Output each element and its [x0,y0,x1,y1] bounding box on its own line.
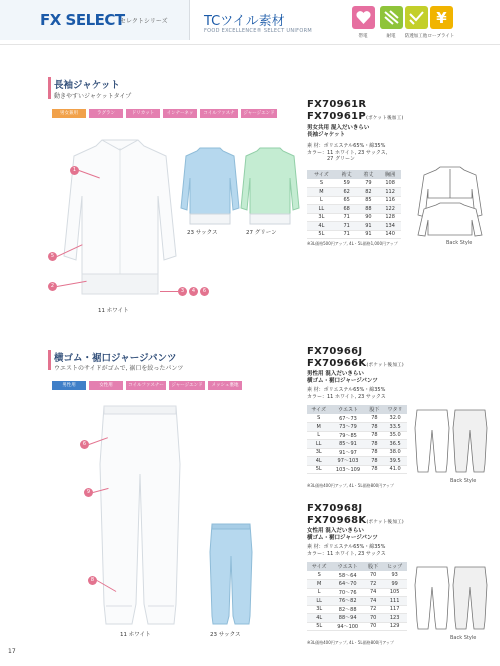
feature-label: 防透加工他 [404,34,428,39]
size-table-row [307,448,407,457]
product-code-note: (ポケット後加工) [366,520,404,525]
leader-line [160,291,178,292]
tag-mesh-lining: メッシュ裏地 [208,381,242,390]
durability-feature-icon [380,6,403,29]
size-table-cell: 79～85 [330,431,365,440]
size-table-cell: 88～94 [331,614,364,623]
size-table-cell: 32.0 [383,414,407,423]
jacket-white-photo [60,136,180,296]
feature-badge: 2 [48,282,57,291]
section-title: 横ゴム・裾口ジャージパンツ [54,353,177,364]
size-table-cell: 33.5 [383,423,407,432]
feature-label: 帯電 [358,34,368,39]
size-table-cell: 112 [379,188,401,197]
material-subtitle: FOOD EXCELLENCE® SELECT UNIFORM [204,28,312,34]
size-table-cell: 73～79 [330,423,365,432]
size-table-cell: L [307,196,336,205]
size-table-header: 股下 [366,405,384,414]
size-table-row [307,213,401,222]
size-table-cell: 85 [358,196,380,205]
size-table-cell: 117 [382,605,407,614]
brand-subtitle: セレクトシリーズ [120,18,168,25]
product-code-note: (ポケット後加工) [366,116,404,121]
size-table-cell: 5L [307,465,330,474]
section-accent-bar [48,77,51,99]
product-description: 男性用 混入だいきらい 横ゴム・裾口ジャージパンツ [307,371,378,384]
product-code: FX70966K(ポケット後加工) [307,358,404,369]
size-table-cell: 58～64 [331,571,364,580]
feature-badge: 6 [200,287,209,296]
product-material: 素 材：ポリエステル65%・綿35% カラー：11 ホワイト, 23 サックス [307,387,386,400]
product-code: FX70968K(ポケット後加工) [307,515,404,526]
tag-raglan: ラグラン [89,109,123,118]
tag-jersey-end: ジャージエンド [241,109,277,118]
size-table-row [307,414,407,423]
size-table-row [307,597,407,606]
size-table-cell: 78 [366,431,384,440]
product-code: FX70961P(ポケット後加工) [307,111,404,122]
size-table-cell: 70 [364,614,382,623]
size-table-cell: M [307,423,330,432]
jacket-sax-caption: 23 サックス [187,230,218,236]
treatment-feature-icon [405,6,428,29]
back-style-label: Back Style [450,478,477,484]
tag-dorry-cut: ドリカット [126,109,160,118]
size-table-cell: 72 [364,605,382,614]
size-table-header: ウエスト [330,405,365,414]
feature-badge: 4 [189,287,198,296]
size-table-cell: 99 [382,580,407,589]
pants-white-caption: 11 ホワイト [120,632,151,638]
size-table-cell: 128 [379,213,401,222]
size-table-note: ※3L価格500円アップ, 4L・5L価格1,000円アップ [307,241,398,246]
section-subtitle: ウエストのサイドがゴムで, 裾口を絞ったパンツ [54,365,184,372]
size-table-header: 股下 [364,562,382,571]
page-number: 17 [8,648,16,655]
size-table-cell: 71 [336,230,358,239]
size-table-cell: 70 [364,622,382,631]
size-table-header: サイズ [307,170,336,179]
size-table-cell: 71 [336,222,358,231]
size-table-cell: 68 [336,205,358,214]
header-divider [0,44,500,45]
size-table-row [307,230,401,239]
size-table-cell: 129 [382,622,407,631]
tag-coil-zipper: コイルファスナー [200,109,238,118]
tag-womens: 女性用 [89,381,123,390]
size-table-cell: 71 [336,213,358,222]
size-table-cell: 3L [307,448,330,457]
size-table-row [307,614,407,623]
size-table-cell: 111 [382,597,407,606]
size-table-header: サイズ [307,405,330,414]
size-table-cell: 78 [366,448,384,457]
tag-unisex: 男女兼用 [52,109,86,118]
size-table-header: ヒップ [382,562,407,571]
size-table-cell: 64～70 [331,580,364,589]
product-code: FX70968J [307,503,363,514]
size-table-cell: 67～73 [330,414,365,423]
size-table-note: ※3L価格400円アップ, 4L・5L価格800円アップ [307,483,394,488]
product-code: FX70961R [307,99,367,110]
size-table-cell: 123 [382,614,407,623]
size-table-row [307,440,407,449]
size-table-cell: LL [307,440,330,449]
heart-feature-icon [352,6,375,29]
size-table-row [307,431,407,440]
size-table-row [307,622,407,631]
size-table-cell: 38.0 [383,448,407,457]
pants-sax-photo [208,522,254,626]
tag-inner-net: インナーネット [163,109,197,118]
feature-badge: 5 [48,252,57,261]
size-table-cell: 36.5 [383,440,407,449]
back-style-label: Back Style [446,240,473,246]
size-table-row [307,457,407,466]
section-title: 長袖ジャケット [54,80,120,91]
size-table-cell: 90 [358,213,380,222]
brand-box [0,0,190,40]
size-table-cell: 41.0 [383,465,407,474]
size-table-row [307,423,407,432]
size-table-cell: 39.5 [383,457,407,466]
size-table-cell: 88 [358,205,380,214]
size-table-cell: 78 [366,414,384,423]
product-description: 女性用 混入だいきらい 横ゴム・裾口ジャージパンツ [307,528,378,541]
size-table-cell: 134 [379,222,401,231]
size-table-row [307,222,401,231]
size-table-cell: 78 [366,440,384,449]
size-table [307,405,407,474]
size-table-cell: 74 [364,588,382,597]
feature-label: 耐電 [386,34,396,39]
tag-coil-zipper: コイルファスナー [126,381,166,390]
size-table [307,170,401,239]
feature-badge: 9 [84,488,93,497]
size-table [307,562,407,631]
size-table-row [307,179,401,188]
jacket-green-photo [240,146,300,226]
size-table-cell: 78 [366,465,384,474]
size-table-cell: 65 [336,196,358,205]
material-title: TCツイル素材 [204,14,285,29]
size-table-cell: 91 [358,222,380,231]
size-table-cell: 59 [336,179,358,188]
size-table-row [307,196,401,205]
size-table-cell: 78 [366,423,384,432]
feature-badge: 6 [80,440,89,449]
size-table-cell: 103～109 [330,465,365,474]
pants-technical-sketch [414,408,490,474]
size-table-cell: L [307,588,331,597]
jacket-green-caption: 27 グリーン [246,230,277,236]
yen-feature-icon [430,6,453,29]
size-table-row [307,188,401,197]
feature-badge: 8 [88,576,97,585]
size-table-cell: 116 [379,196,401,205]
size-table-row [307,580,407,589]
size-table-cell: 94～100 [331,622,364,631]
size-table-cell: LL [307,205,336,214]
size-table-cell: 93 [382,571,407,580]
size-table-cell: 91 [358,230,380,239]
size-table-cell: 76～82 [331,597,364,606]
size-table-cell: 105 [382,588,407,597]
size-table-cell: M [307,188,336,197]
product-code: FX70966J [307,346,363,357]
product-code-note: (ポケット後加工) [366,363,404,368]
size-table-cell: 140 [379,230,401,239]
size-table-cell: 70 [364,571,382,580]
size-table-cell: 97～103 [330,457,365,466]
size-table-row [307,465,407,474]
size-table-cell: 62 [336,188,358,197]
pants-white-photo [96,404,184,626]
size-table-cell: 3L [307,605,331,614]
product-description: 男女共用 混入だいきらい 長袖ジャケット [307,125,370,138]
size-table-cell: 70～76 [331,588,364,597]
size-table-header: サイズ [307,562,331,571]
pants-sax-caption: 23 サックス [210,632,241,638]
size-table-cell: S [307,179,336,188]
feature-badge: 1 [70,166,79,175]
size-table-cell: 108 [379,179,401,188]
size-table-cell: 82 [358,188,380,197]
size-table-cell: 79 [358,179,380,188]
feature-badge: 3 [178,287,187,296]
svg-text:¥: ¥ [436,9,447,27]
size-table-cell: 35.0 [383,431,407,440]
brand-logo: FX SELECT [40,11,125,29]
size-table-row [307,571,407,580]
jacket-sax-photo [180,146,240,226]
tag-jersey-end: ジャージエンド [169,381,205,390]
jacket-white-caption: 11 ホワイト [98,308,129,314]
size-table-cell: LL [307,597,331,606]
jacket-technical-sketch [412,165,488,237]
size-table-cell: 91～97 [330,448,365,457]
size-table-header: 裄丈 [336,170,358,179]
size-table-header: ウエスト [331,562,364,571]
size-table-cell: 4L [307,614,331,623]
size-table-note: ※3L価格400円アップ, 4L・5L価格800円アップ [307,640,394,645]
back-style-label: Back Style [450,635,477,641]
size-table-row [307,605,407,614]
size-table-cell: 122 [379,205,401,214]
section-subtitle: 動きやすいジャケットタイプ [54,93,132,100]
section-accent-bar [48,350,51,370]
size-table-row [307,205,401,214]
size-table-cell: 5L [307,230,336,239]
pants-technical-sketch [414,565,490,631]
size-table-cell: 82～88 [331,605,364,614]
size-table-cell: 85～91 [330,440,365,449]
product-material: 素 材：ポリエステル65%・綿35% カラー：11 ホワイト, 23 サックス [307,544,386,557]
size-table-cell: 78 [366,457,384,466]
size-table-cell: 4L [307,457,330,466]
size-table-header: 胸囲 [379,170,401,179]
size-table-cell: 5L [307,622,331,631]
size-table-header: 着丈 [358,170,380,179]
size-table-cell: 4L [307,222,336,231]
size-table-cell: M [307,580,331,589]
size-table-header: ワタリ [383,405,407,414]
size-table-row [307,588,407,597]
size-table-cell: 3L [307,213,336,222]
product-material: 素 材：ポリエステル65%・綿35% カラー：11 ホワイト, 23 サックス, 27 グリーン [307,143,388,162]
feature-label: ローブライト [427,34,455,39]
size-table-cell: S [307,414,330,423]
size-table-cell: L [307,431,330,440]
page-header [0,0,500,44]
size-table-cell: 72 [364,580,382,589]
size-table-cell: 74 [364,597,382,606]
size-table-cell: S [307,571,331,580]
tag-mens: 男性用 [52,381,86,390]
